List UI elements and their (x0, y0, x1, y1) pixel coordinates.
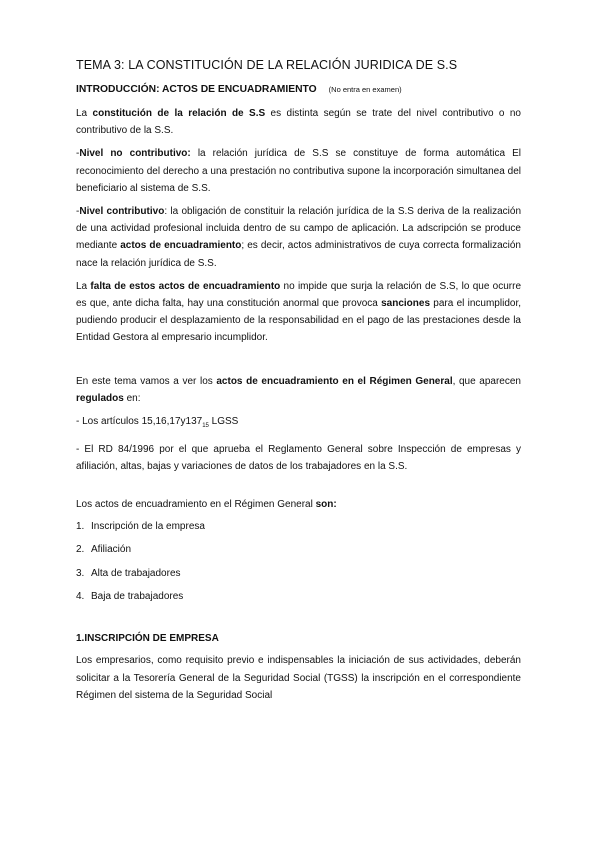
list-text: Alta de trabajadores (91, 567, 181, 579)
list-item (76, 519, 521, 534)
list-text: Afiliación (91, 544, 132, 556)
paragraph-nivel-contributivo (76, 203, 521, 272)
bold-term: regulados (76, 392, 124, 404)
document-page (76, 58, 521, 710)
list-number: 2. (76, 544, 85, 556)
intro-heading (76, 84, 521, 95)
text-span: La (76, 108, 93, 119)
intro-heading-text: INTRODUCCIÓN: ACTOS DE ENCUADRAMIENTO (76, 84, 317, 95)
bold-term: sanciones (381, 298, 431, 310)
bold-term: actos de encuadramiento en el Régimen General (216, 375, 453, 387)
list-number: 3. (76, 567, 85, 579)
text-span: - (76, 206, 80, 218)
page-title: TEMA 3: LA CONSTITUCIÓN DE LA RELACIÓN JURIDICA DE S.S (76, 58, 458, 72)
list-item (76, 542, 521, 557)
text-span: : la obligación de constituir la relación jurídica de la S.S deriva de la realización de una actividad profesional incluida dentro de su campo de aplicación. La adscripción se produce mediante (76, 206, 522, 252)
bold-term: falta de estos actos de encuadramiento (90, 280, 281, 292)
paragraph-regimen-general (76, 373, 521, 407)
list-number: 1. (76, 520, 85, 532)
exam-note: (No entra en examen) (328, 85, 402, 94)
text-span: Los actos de encuadramiento en el Régimen General (76, 498, 316, 510)
text-span: En este tema vamos a ver los (76, 375, 217, 387)
text-span: La (76, 280, 91, 292)
paragraph-actos-son (76, 496, 521, 513)
text-span: , que aparecen (452, 375, 521, 387)
text-span: en: (123, 392, 141, 404)
list-item (76, 589, 521, 604)
section-heading: 1.INSCRIPCIÓN DE EMPRESA (76, 633, 219, 645)
bold-term: actos de encuadramiento (120, 240, 242, 252)
text-span: no impide que surja la relación de S.S, lo que ocurre es que, ante dicha falta, hay una constitución anormal que provoca (76, 280, 522, 310)
bold-term: son: (315, 498, 337, 510)
paragraph-articulos (76, 413, 521, 435)
paragraph-constitucion (76, 105, 521, 139)
acts-list (76, 519, 521, 605)
bold-term: Nivel no contributivo: (79, 148, 191, 160)
text-span: para el incumplidor, pudiendo producir el desplazamiento de la responsabilidad en el pago de las prestaciones desde la Entidad Gestora al empresario incumplidor. (76, 298, 521, 344)
text-span: es distinta según se trate del nivel contributivo o no contributivo de la S.S. (76, 108, 521, 137)
list-text: Baja de trabajadores (91, 591, 184, 603)
bold-term: Nivel contributivo (79, 206, 165, 218)
subscript: 15 (202, 423, 209, 430)
text-span: - (76, 148, 80, 160)
list-number: 4. (76, 591, 85, 603)
text-span: ; es decir, actos administrativos de cuya correcta formalización nace la relación jurídica de S.S. (76, 240, 521, 269)
bold-term: constitución de la relación de S.S (92, 108, 266, 119)
text-span: LGSS (208, 416, 239, 428)
text-span: la relación jurídica de S.S se constituye de forma automática El reconocimiento del derecho a una prestación no contributiva supone la incorporación simultanea del beneficiario al sistema de S.S. (76, 148, 521, 194)
list-text: Inscripción de la empresa (91, 520, 205, 532)
paragraph-nivel-no-contributivo (76, 145, 521, 197)
text-span: - Los artículos 15,16,17y137 (76, 416, 203, 428)
paragraph-falta-actos (76, 278, 521, 347)
list-item (76, 566, 521, 581)
paragraph-inscripcion: Los empresarios, como requisito previo e indispensables la iniciación de sus actividades, deberán solicitar a la Tesorería General de la Seguridad Social (TGSS) la inscripción en el correspondiente Régimen del sistema de la Seguridad Social (76, 655, 521, 701)
paragraph-rd: - El RD 84/1996 por el que aprueba el Reglamento General sobre Inspección de empresas y afiliación, altas, bajas y variaciones de datos de los trabajadores en la S.S. (76, 444, 521, 473)
